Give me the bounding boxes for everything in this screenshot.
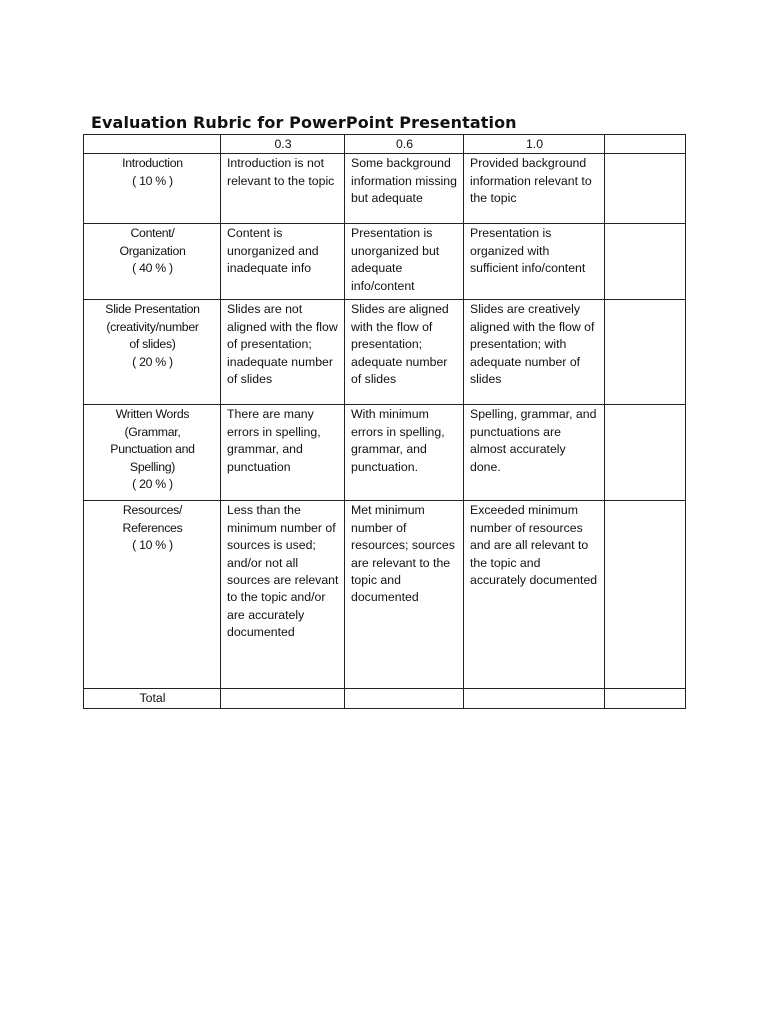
- table-row: [84, 405, 686, 501]
- header-criterion: [84, 135, 221, 154]
- criterion-name: Resources/: [122, 503, 183, 518]
- score-cell: [605, 405, 686, 501]
- criterion-cell: [84, 154, 221, 224]
- criterion-name: Punctuation and: [110, 442, 195, 457]
- criterion-name: Written Words: [115, 407, 190, 422]
- descriptor-cell: Provided background information relevant to the topic: [464, 154, 605, 224]
- table-row: [84, 224, 686, 300]
- descriptor-cell: Slides are creatively aligned with the flow of presentation; with adequate number of slides: [464, 300, 605, 405]
- criterion-cell: [84, 300, 221, 405]
- total-row: [84, 689, 686, 708]
- score-cell: [605, 300, 686, 405]
- score-cell: [605, 154, 686, 224]
- criterion-name: Organization: [119, 243, 186, 258]
- criterion-name: (creativity/number: [106, 319, 199, 334]
- criterion-cell: [84, 501, 221, 689]
- descriptor-cell: Exceeded minimum number of resources and are all relevant to the topic and accurately documented: [464, 501, 605, 689]
- score-cell: [605, 501, 686, 689]
- descriptor-cell: Presentation is organized with sufficient info/content: [464, 224, 605, 300]
- total-cell: [464, 689, 605, 708]
- header-score-0-6: 0.6: [345, 135, 464, 154]
- descriptor-cell: Slides are aligned with the flow of presentation; adequate number of slides: [345, 300, 464, 405]
- criterion-cell: [84, 224, 221, 300]
- total-cell: [221, 689, 345, 708]
- descriptor-cell: Spelling, grammar, and punctuations are almost accurately done.: [464, 405, 605, 501]
- total-cell: [605, 689, 686, 708]
- rubric-table: [83, 134, 686, 709]
- descriptor-cell: There are many errors in spelling, grammar, and punctuation: [221, 405, 345, 501]
- criterion-name: (Grammar,: [124, 424, 181, 439]
- criterion-weight: ( 10 % ): [132, 538, 173, 553]
- total-cell: [345, 689, 464, 708]
- score-cell: [605, 224, 686, 300]
- criterion-cell: [84, 405, 221, 501]
- criterion-weight: ( 20 % ): [132, 354, 173, 369]
- header-row: [84, 135, 686, 154]
- criterion-name: Spelling): [129, 459, 176, 474]
- criterion-name: of slides): [129, 337, 176, 352]
- header-points: [605, 135, 686, 154]
- criterion-weight: ( 20 % ): [132, 477, 173, 492]
- criterion-name: Slide Presentation: [105, 302, 200, 317]
- descriptor-cell: Presentation is unorganized but adequate info/content: [345, 224, 464, 300]
- header-score-0-3: 0.3: [221, 135, 345, 154]
- descriptor-cell: Less than the minimum number of sources is used; and/or not all sources are relevant to the topic and/or are accurately documented: [221, 501, 345, 689]
- table-row: [84, 154, 686, 224]
- criterion-name: Introduction: [122, 156, 183, 171]
- descriptor-cell: Some background information missing but adequate: [345, 154, 464, 224]
- descriptor-cell: Introduction is not relevant to the topic: [221, 154, 345, 224]
- table-row: [84, 300, 686, 405]
- criterion-name: Content/: [130, 226, 175, 241]
- descriptor-cell: Content is unorganized and inadequate info: [221, 224, 345, 300]
- total-label: Total: [84, 689, 221, 708]
- descriptor-cell: Met minimum number of resources; sources are relevant to the topic and documented: [345, 501, 464, 689]
- criterion-name: References: [122, 520, 183, 535]
- header-score-1-0: 1.0: [464, 135, 605, 154]
- descriptor-cell: Slides are not aligned with the flow of presentation; inadequate number of slides: [221, 300, 345, 405]
- criterion-weight: ( 40 % ): [132, 261, 173, 276]
- criterion-weight: ( 10 % ): [132, 173, 173, 188]
- page-title: Evaluation Rubric for PowerPoint Presentation: [91, 113, 517, 132]
- table-row: [84, 501, 686, 689]
- descriptor-cell: With minimum errors in spelling, grammar, and punctuation.: [345, 405, 464, 501]
